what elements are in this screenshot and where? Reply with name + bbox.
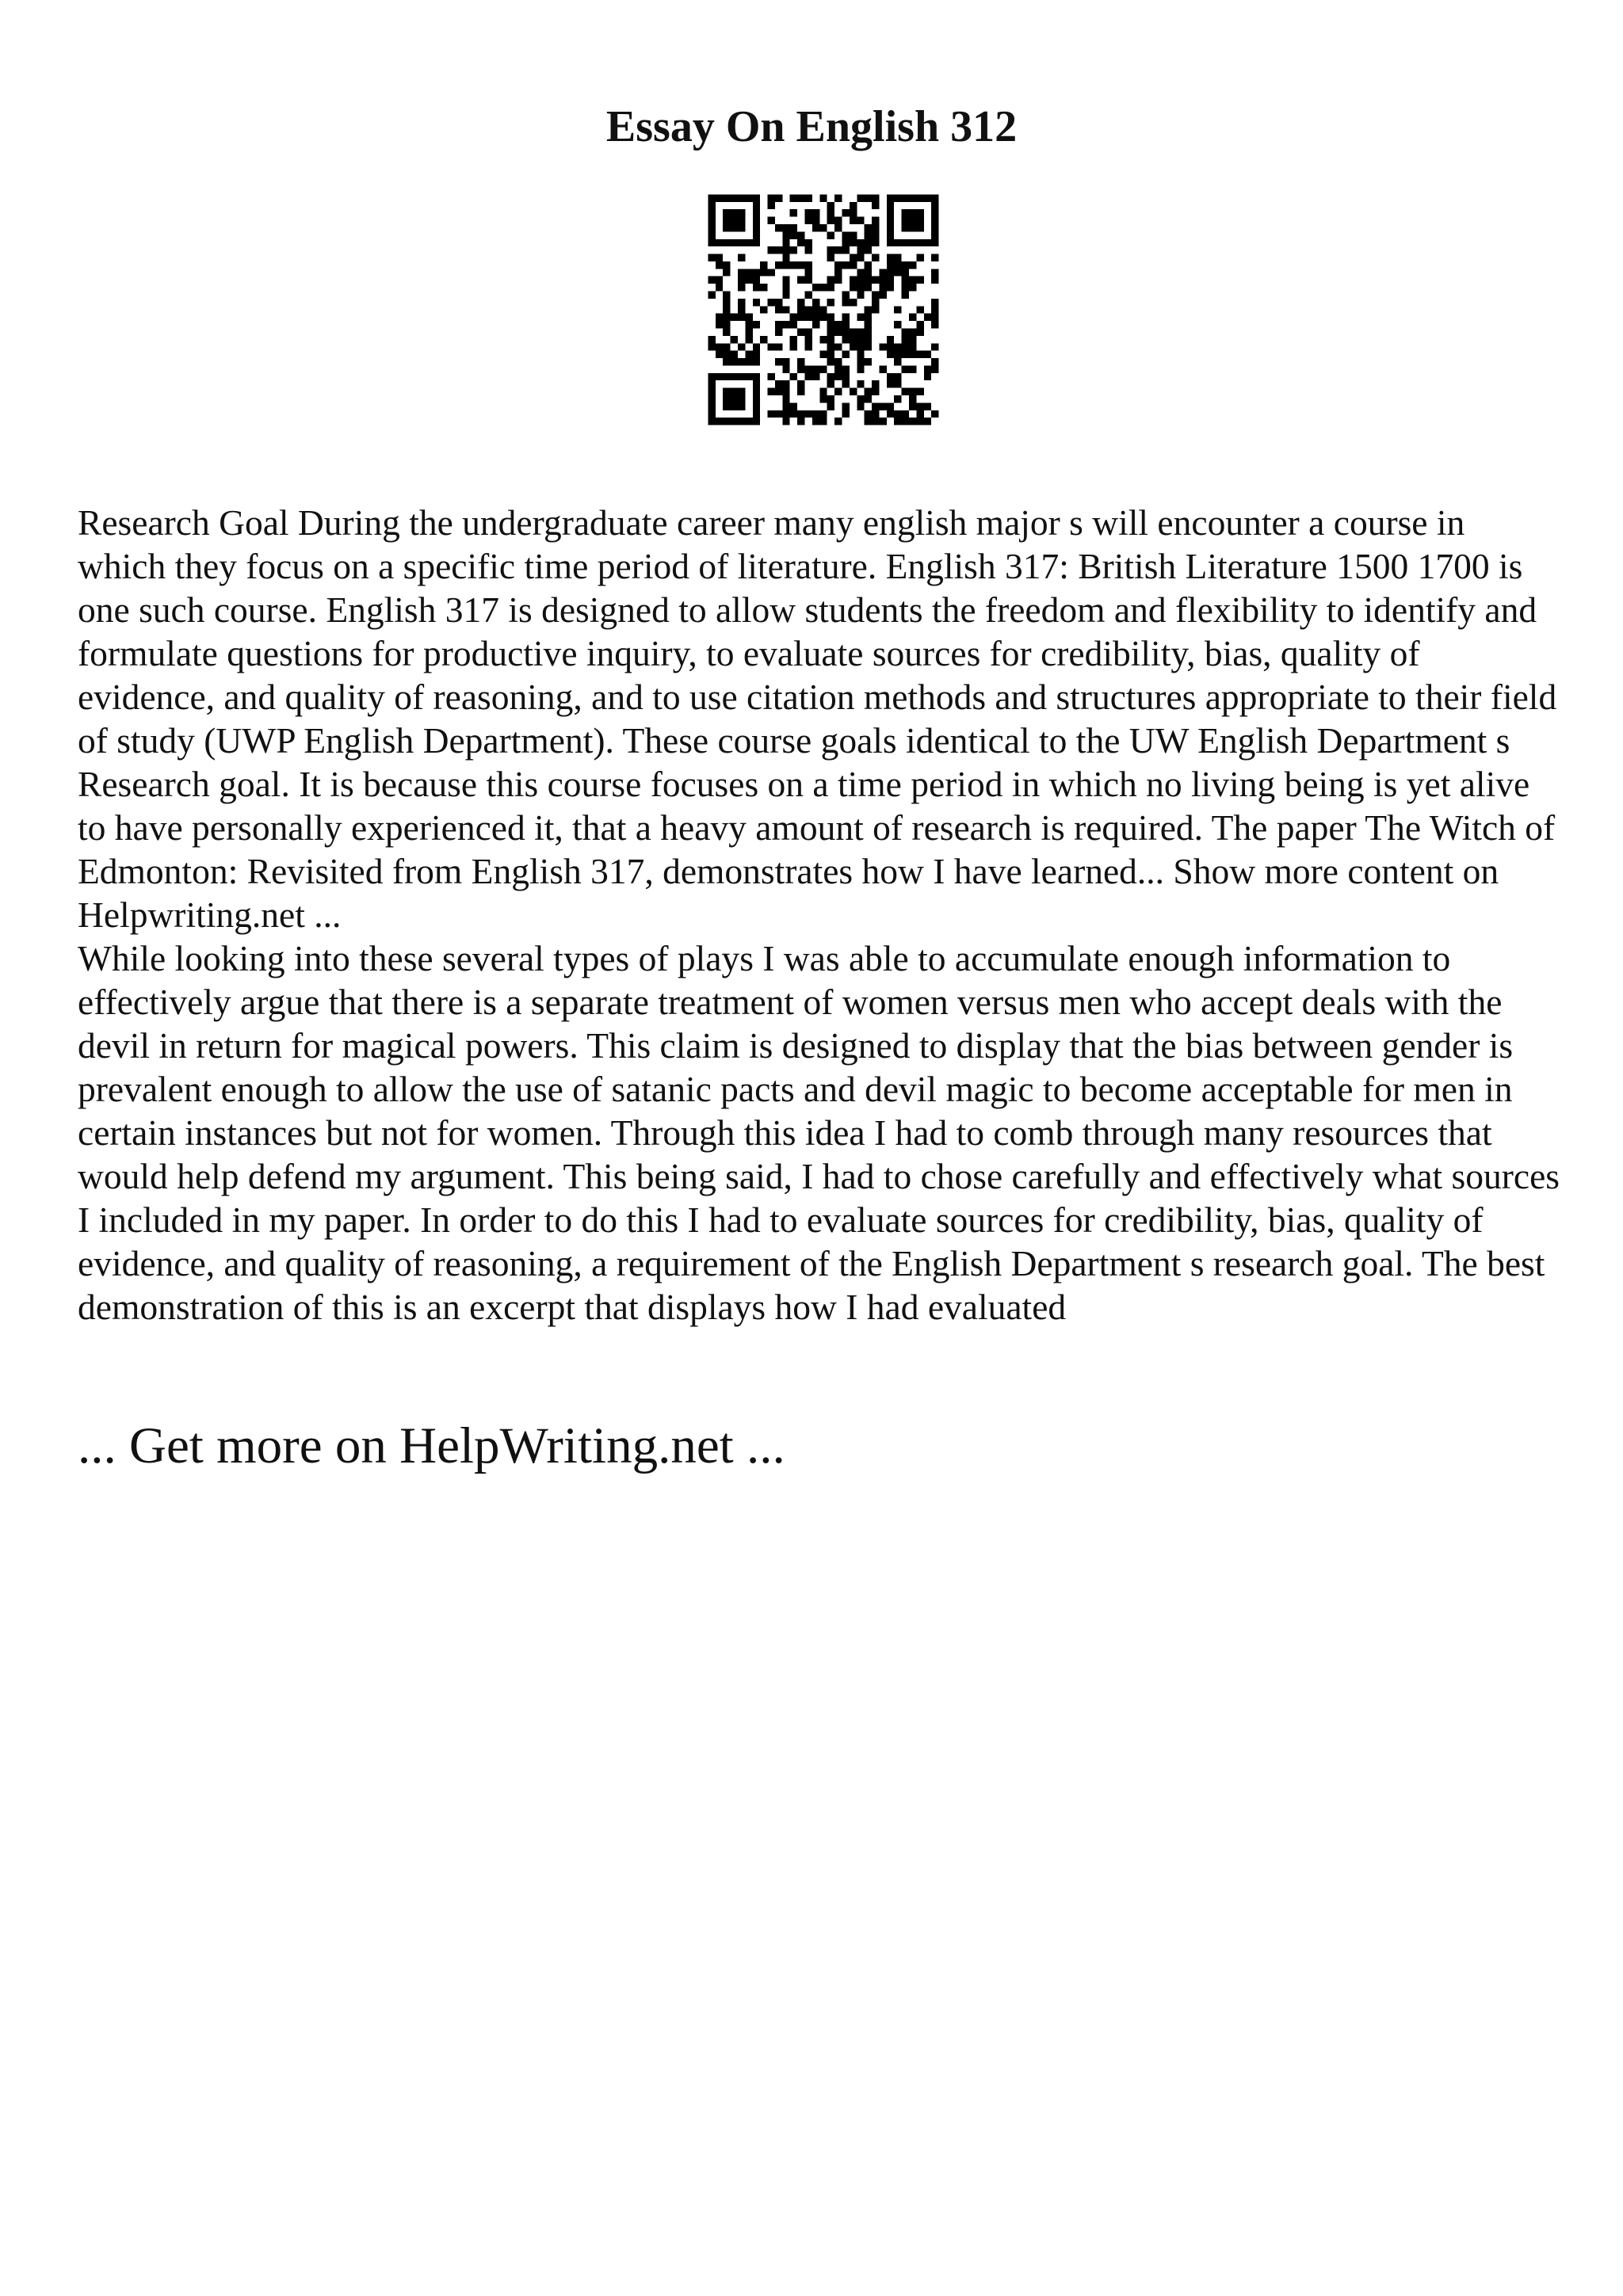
paragraph: Research Goal During the undergraduate career many english major s will encounter a course in which they focus on a specific time period of literature. English 317: British Literature 1500 1700 is one such course. English 317 is designed to allow students the freedom and flexibility to identify and formulate questions for productive inquiry, to evaluate sources for credibility, bias, quality of evidence, and quality of reasoning, and to use citation methods and structures appropriate to their field of study (UWP English Department). These course goals identical to the UW English Department s Research goal. It is because this course focuses on a time period in which no living being is yet alive to have personally experienced it, that a heavy amount of research is required. The paper The Witch of Edmonton: Revisited from English 317, demonstrates how I have learned... Show more content on Helpwriting.net ... (78, 502, 1557, 935)
essay-body (78, 501, 1560, 1329)
get-more-link[interactable]: ... Get more on HelpWriting.net ... (78, 1417, 785, 1474)
document-title: Essay On English 312 (605, 102, 1018, 151)
paragraph: While looking into these several types of plays I was able to accumulate enough information to effectively argue that there is a separate treatment of women versus men who accept deals with the devil in return for magical powers. This claim is designed to display that the bias between gender is prevalent enough to allow the use of satanic pacts and devil magic to become acceptable for men in certain instances but not for women. Through this idea I had to comb through many resources that would help defend my argument. This being said, I had to chose carefully and effectively what sources I included in my paper. In order to do this I had to evaluate sources for credibility, bias, quality of evidence, and quality of reasoning, a requirement of the English Department s research goal. The best demonstration of this is an excerpt that displays how I had evaluated (78, 938, 1560, 1327)
qr-code-icon (701, 187, 946, 433)
